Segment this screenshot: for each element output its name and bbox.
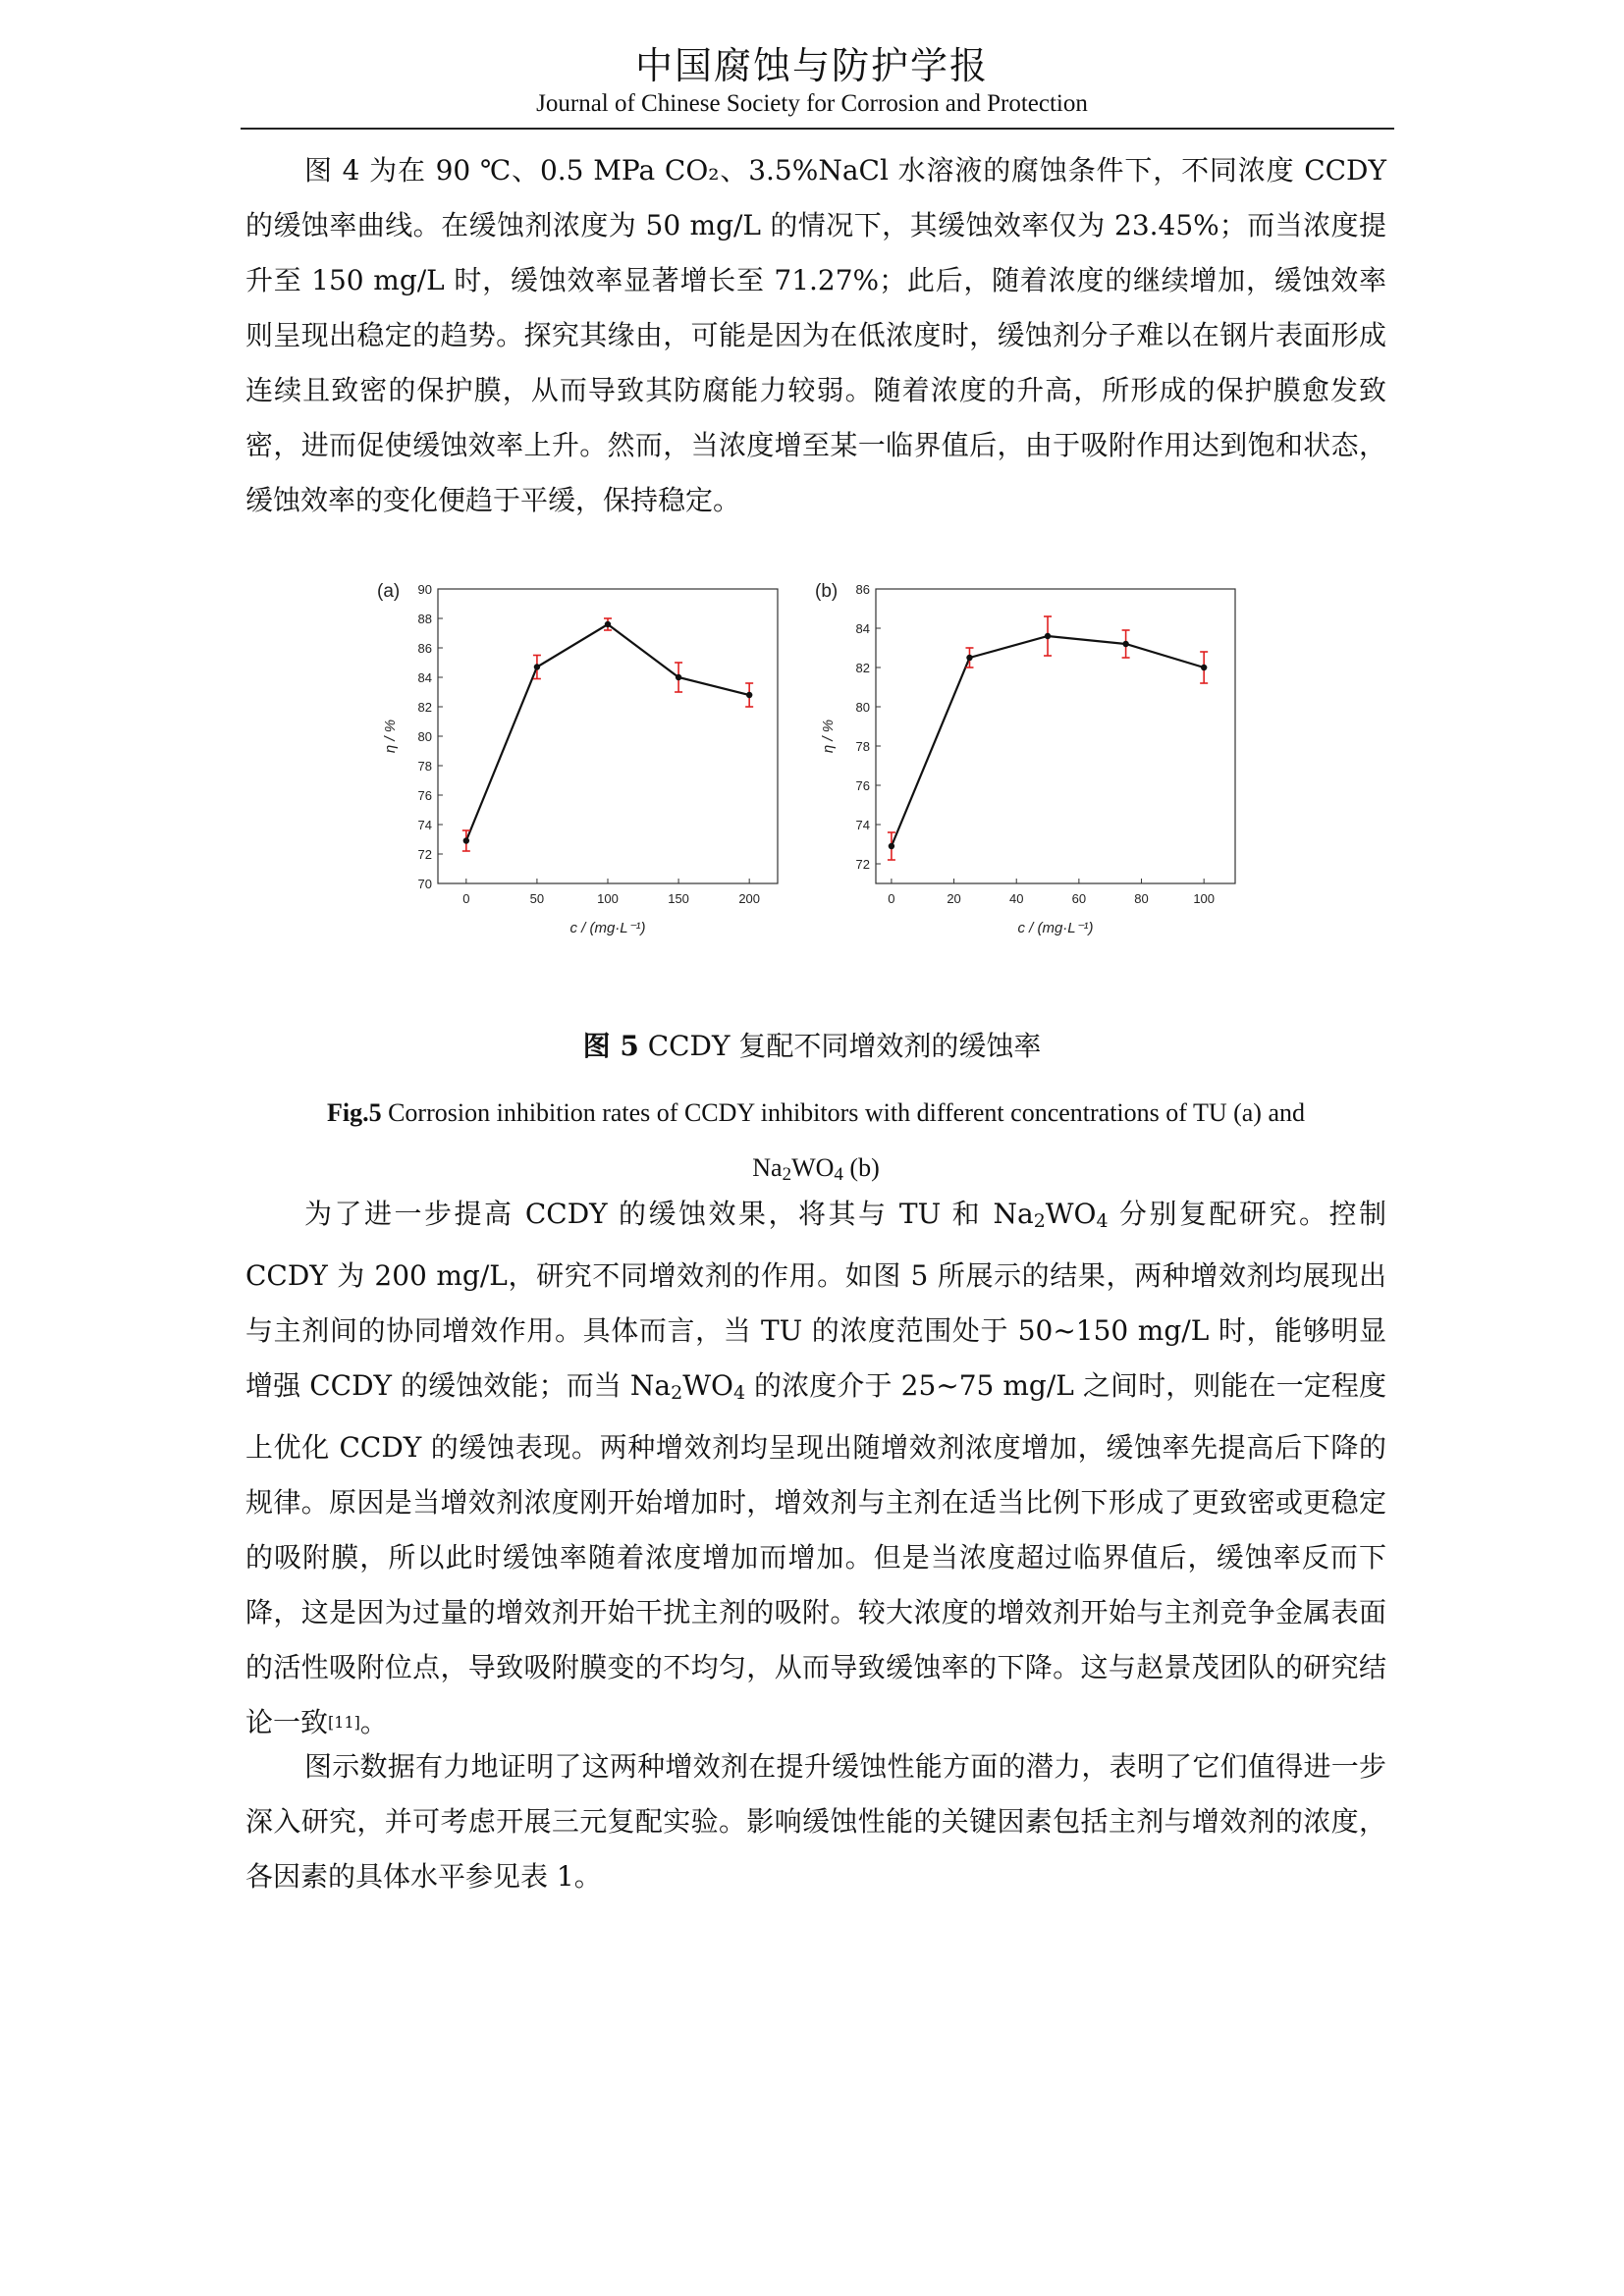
data-point-a — [605, 621, 611, 627]
y-tick-label-a: 72 — [417, 847, 432, 862]
x-tick-label-a: 0 — [462, 891, 470, 906]
data-point-a — [463, 837, 469, 843]
panel-label-b: (b) — [815, 581, 839, 602]
data-point-b — [1122, 641, 1128, 647]
x-axis-label-b: c / (mg·L⁻¹) — [1017, 920, 1094, 936]
journal-title-en: Journal of Chinese Society for Corrosion and Protection — [536, 90, 1088, 117]
x-axis-label-a: c / (mg·L⁻¹) — [569, 920, 646, 936]
y-tick-label-a: 78 — [417, 759, 432, 774]
y-tick-label-a: 80 — [417, 729, 432, 744]
x-tick-label-b: 40 — [1008, 891, 1024, 906]
x-tick-label-a: 200 — [738, 891, 761, 906]
y-tick-label-b: 76 — [855, 778, 870, 793]
y-axis-label-a: η / % — [382, 719, 399, 754]
figure-caption-en-line2-a: Na — [752, 1153, 783, 1182]
data-point-a — [676, 674, 681, 680]
y-tick-label-a: 88 — [417, 612, 432, 626]
figure-caption-en — [245, 1086, 1386, 1202]
x-tick-label-a: 100 — [597, 891, 619, 906]
citation-11: [11] — [328, 1713, 360, 1732]
x-tick-label-b: 60 — [1071, 891, 1087, 906]
y-tick-label-b: 80 — [855, 700, 870, 715]
plot-frame-a — [438, 589, 778, 883]
y-tick-label-b: 72 — [855, 857, 870, 872]
paragraph-2-sub1: 2 — [1033, 1210, 1046, 1232]
y-tick-label-a: 70 — [417, 877, 432, 891]
y-tick-label-b: 74 — [855, 818, 870, 832]
paragraph-2-sub4: 4 — [732, 1382, 746, 1404]
paragraph-2-sub3: 2 — [671, 1382, 683, 1404]
paragraph-2-part-c: 分别复配研究。控制 CCDY 为 200 mg/L，研究不同增效剂的作用。如图 5 所展示的结果，两种增效剂均展现出与主剂间的协同增效作用。具体而言，当 TU 的浓度范围处于 50~150 mg/L 时，能够明显增强 CCDY 的缓蚀效能；而当 Na — [245, 1198, 1386, 1402]
paragraph-2-part-d: WO — [682, 1369, 733, 1402]
figure-caption-en-line2-c: (b) — [842, 1153, 880, 1182]
y-tick-label-b: 86 — [855, 582, 870, 597]
paragraph-1: 图 4 为在 90 ℃、0.5 MPa CO₂、3.5%NaCl 水溶液的腐蚀条件下，不同浓度 CCDY 的缓蚀率曲线。在缓蚀剂浓度为 50 mg/L 的情况下，其缓蚀效率仅为 23.45%；而当浓度提升至 150 mg/L 时，缓蚀效率显著增长至 71.27%；此后，随着浓度的继续增加，缓蚀效率则呈现出稳定的趋势。探究其缘由，可能是因为在低浓度时，缓蚀剂分子难以在钢片表面形成连续且致密的保护膜，从而导致其防腐能力较弱。随着浓度的升高，所形成的保护膜愈发致密，进而促使缓蚀效率上升。然而，当浓度增至某一临界值后，由于吸附作用达到饱和状态，缓蚀效率的变化便趋于平缓，保持稳定。 — [245, 154, 1386, 516]
y-tick-label-b: 82 — [855, 661, 870, 675]
y-tick-label-a: 74 — [417, 818, 432, 832]
y-tick-label-a: 82 — [417, 700, 432, 715]
figure-caption-en-line2-sub2: 4 — [834, 1164, 843, 1185]
panel-label-a: (a) — [377, 581, 401, 602]
x-tick-label-b: 100 — [1193, 891, 1216, 906]
plot-frame-b — [876, 589, 1235, 883]
journal-title-cn: 中国腐蚀与防护学报 — [634, 44, 989, 87]
series-line-a — [466, 624, 749, 841]
data-point-b — [889, 843, 894, 849]
y-tick-label-a: 86 — [417, 641, 432, 656]
x-tick-label-a: 150 — [668, 891, 689, 906]
paragraph-2-part-b: WO — [1045, 1198, 1097, 1230]
x-tick-label-a: 50 — [529, 891, 545, 906]
figure-caption-cn — [0, 1025, 1624, 1064]
paragraph-2-part-a: 为了进一步提高 CCDY 的缓蚀效果，将其与 TU 和 Na — [304, 1198, 1034, 1230]
y-axis-label-b: η / % — [820, 719, 837, 754]
x-tick-label-b: 80 — [1134, 891, 1149, 906]
x-tick-label-b: 20 — [947, 891, 961, 906]
y-tick-label-a: 84 — [417, 670, 432, 685]
figure-caption-cn-text: CCDY 复配不同增效剂的缓蚀率 — [638, 1030, 1042, 1062]
series-line-b — [892, 636, 1204, 846]
x-tick-label-b: 0 — [888, 891, 895, 906]
figure-caption-en-text: Corrosion inhibition rates of CCDY inhibitors with different concentrations of TU (a) and — [381, 1098, 1305, 1127]
y-tick-label-a: 76 — [417, 788, 432, 803]
header-rule — [241, 128, 1394, 130]
figure-caption-en-line2-b: WO — [791, 1153, 835, 1182]
paragraph-2-sub2: 4 — [1096, 1210, 1109, 1232]
paragraph-2-end: 。 — [359, 1706, 388, 1738]
data-point-b — [966, 655, 972, 661]
data-point-a — [534, 664, 540, 669]
figure-caption-en-label: Fig.5 — [326, 1098, 382, 1127]
figure-caption-en-line2-sub1: 2 — [782, 1164, 792, 1185]
data-point-b — [1045, 633, 1051, 639]
chart-b — [811, 569, 1263, 942]
data-point-b — [1201, 665, 1207, 670]
y-tick-label-b: 84 — [855, 621, 870, 636]
y-tick-label-b: 78 — [855, 739, 870, 754]
figure-caption-cn-label: 图 5 — [582, 1030, 639, 1062]
y-tick-label-a: 90 — [417, 582, 432, 597]
chart-a — [373, 569, 805, 942]
paragraph-2-part-e: 的浓度介于 25~75 mg/L 之间时，则能在一定程度上优化 CCDY 的缓蚀表现。两种增效剂均呈现出随增效剂浓度增加，缓蚀率先提高后下降的规律。原因是当增效剂浓度刚开始增加时，增效剂与主剂在适当比例下形成了更致密或更稳定的吸附膜，所以此时缓蚀率随着浓度增加而增加。但是当浓度超过临界值后，缓蚀率反而下降，这是因为过量的增效剂开始干扰主剂的吸附。较大浓度的增效剂开始与主剂竞争金属表面的活性吸附位点，导致吸附膜变的不均匀，从而导致缓蚀率的下降。这与赵景茂团队的研究结论一致 — [245, 1369, 1386, 1738]
paragraph-3: 图示数据有力地证明了这两种增效剂在提升缓蚀性能方面的潜力，表明了它们值得进一步深入研究，并可考虑开展三元复配实验。影响缓蚀性能的关键因素包括主剂与增效剂的浓度，各因素的具体水平参见表 1。 — [245, 1750, 1386, 1893]
paragraph-2 — [245, 1187, 1386, 1750]
data-point-a — [746, 692, 752, 698]
